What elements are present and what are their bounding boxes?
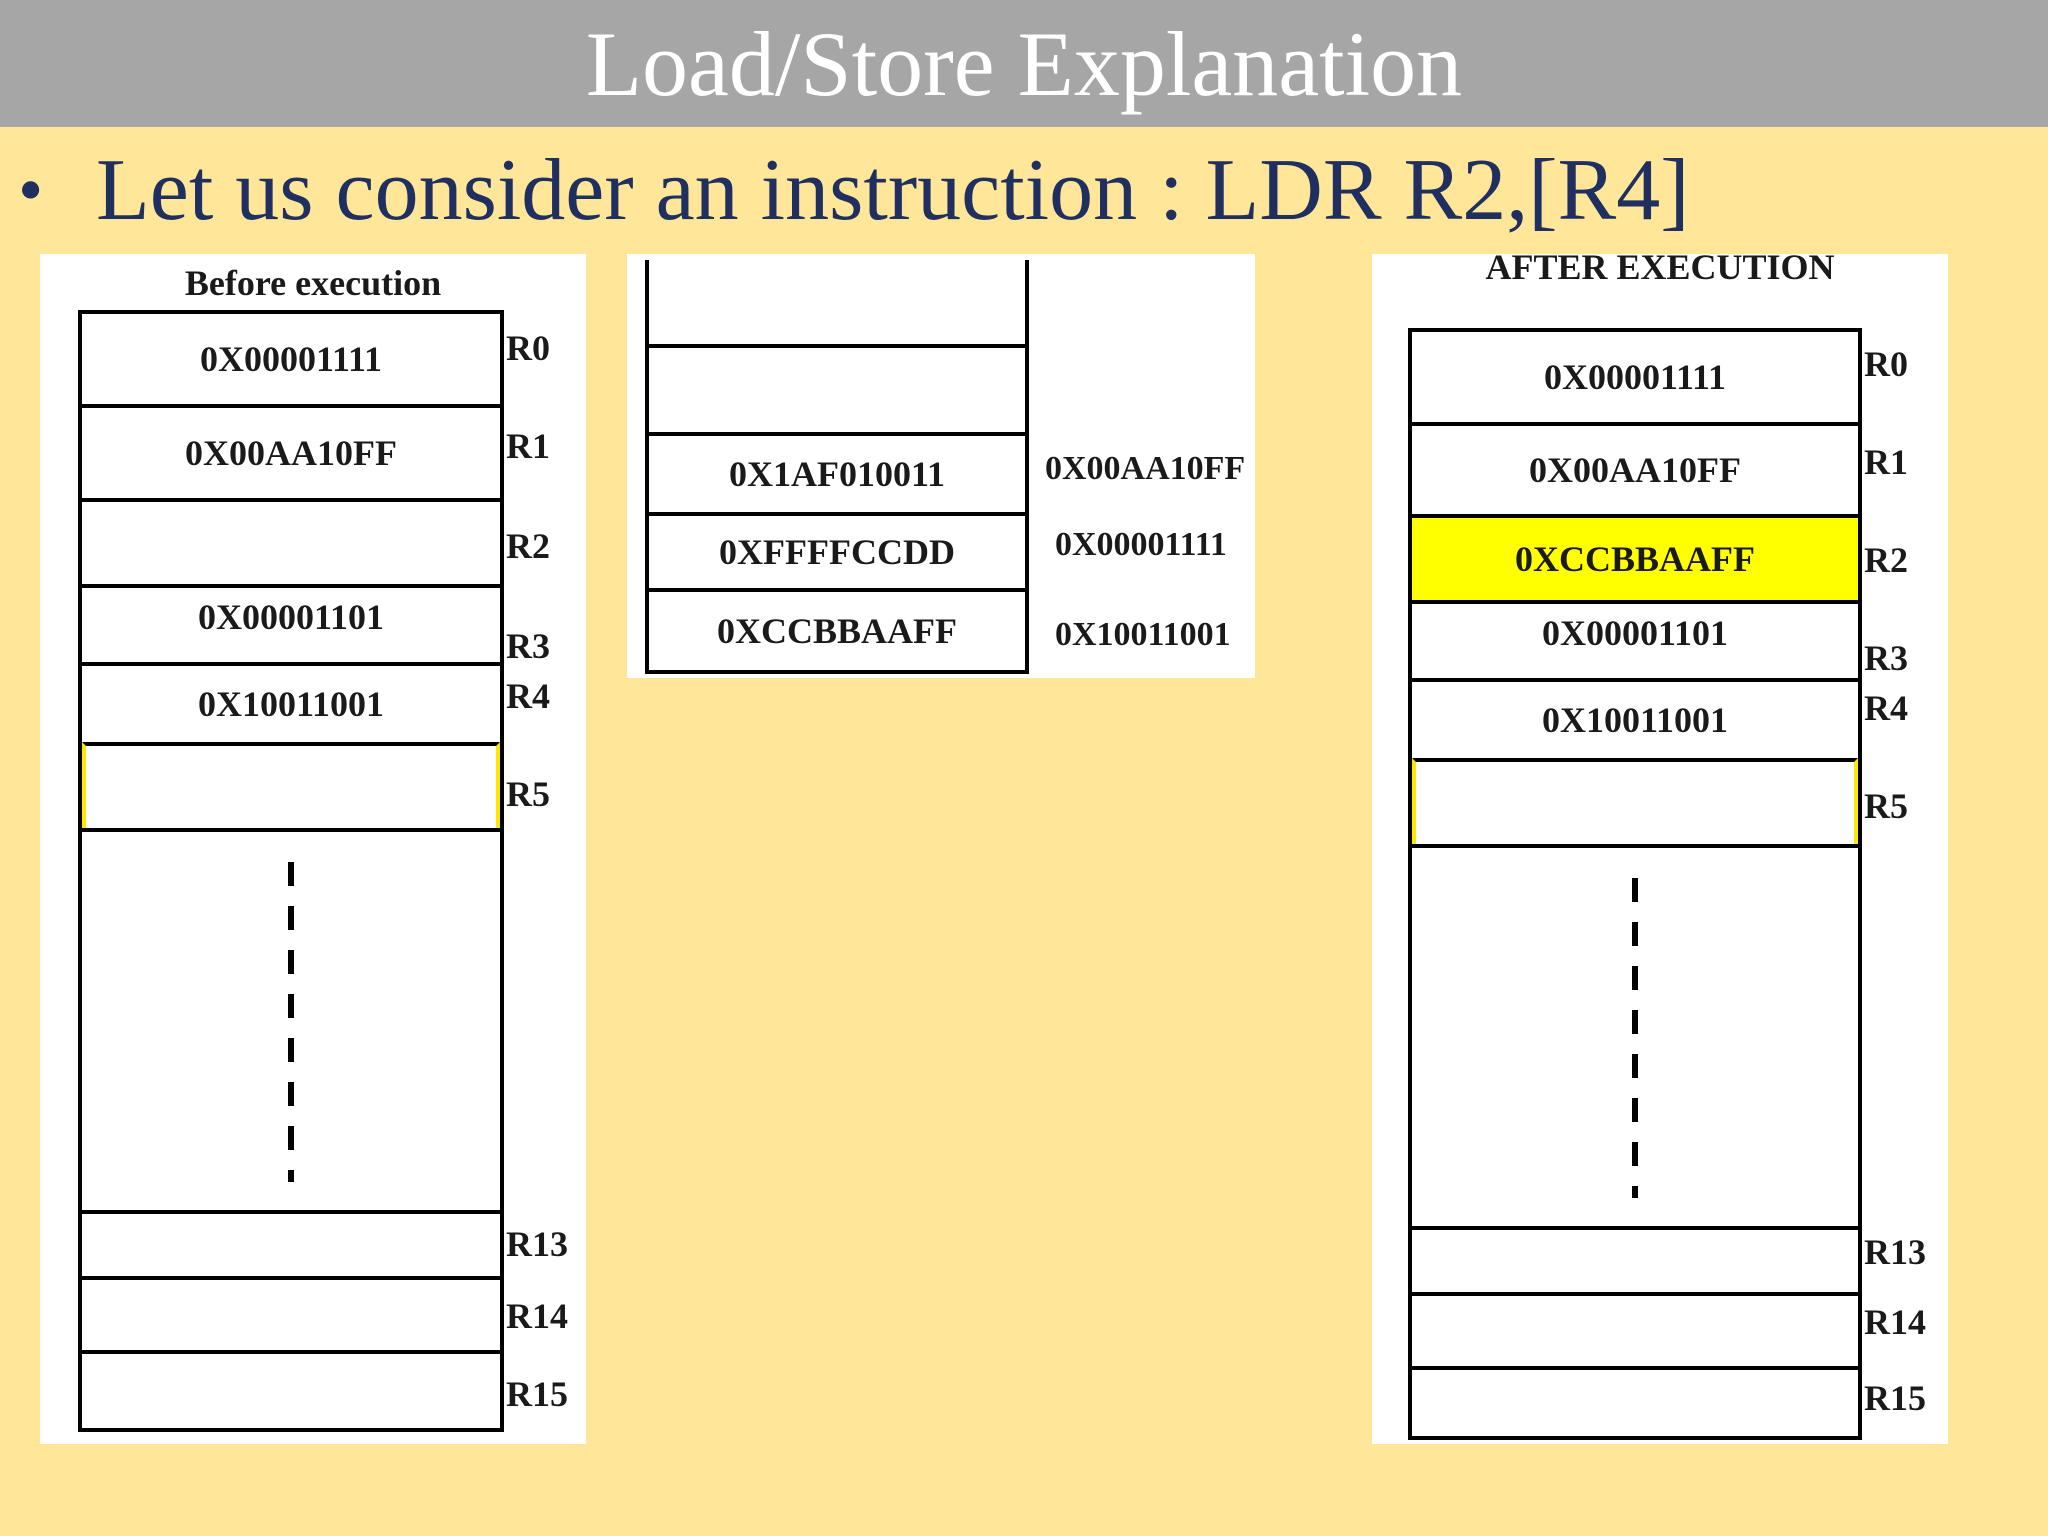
before-panel [40,254,586,1444]
memory-cell-empty-2 [649,344,1025,432]
memory-cell-empty-1 [649,260,1025,344]
before-register-file [78,310,504,1432]
before-r13-cell [82,1210,500,1276]
after-r2-cell-highlighted: 0XCCBBAAFF [1412,514,1858,600]
after-r3-cell: 0X00001101 [1412,600,1858,678]
after-label-r0: R0 [1864,344,1908,384]
bullet-line [18,140,1690,240]
after-label-r5: R5 [1864,786,1908,826]
after-panel [1372,247,1948,1444]
after-r4-cell: 0X10011001 [1412,678,1858,758]
before-label-r15: R15 [506,1374,568,1414]
ellipsis-dash-line [288,862,294,1182]
before-label-r2: R2 [506,526,550,566]
bullet-text: Let us consider an instruction : LDR R2,[R4] [96,141,1690,239]
memory-block [645,260,1029,674]
before-r0-cell: 0X00001111 [199,339,383,379]
before-r1-cell: 0X00AA10FF [82,404,500,498]
after-caption: AFTER EXECUTION [1485,247,1835,287]
after-label-r13: R13 [1864,1232,1926,1272]
before-r3-cell: 0X00001101 [82,584,500,662]
memory-cell-3: 0XCCBBAAFF [649,588,1025,670]
before-r4-cell: 0X10011001 [82,662,500,742]
before-label-r3: R3 [506,626,550,666]
before-label-r13: R13 [506,1224,568,1264]
after-r15-cell [1412,1366,1858,1436]
before-gap-region [82,828,500,1210]
before-label-r14: R14 [506,1296,568,1336]
before-label-r5: R5 [506,774,550,814]
before-label-r4: R4 [506,676,550,716]
after-r5-cell [1412,758,1858,844]
before-label-r0: R0 [506,328,550,368]
after-label-r4: R4 [1864,688,1908,728]
before-r2-cell [82,498,500,584]
after-label-r2: R2 [1864,540,1908,580]
memory-address-1: 0X00AA10FF [1045,450,1246,487]
memory-panel [627,254,1255,678]
after-gap-region [1412,844,1858,1226]
after-register-file [1408,328,1862,1440]
before-r5-cell [82,742,500,828]
before-label-r1: R1 [506,426,550,466]
memory-cell-2: 0XFFFFCCDD [649,512,1025,588]
after-label-r1: R1 [1864,442,1908,482]
after-r1-cell: 0X00AA10FF [1412,422,1858,514]
slide-title: Load/Store Explanation [585,12,1463,115]
after-label-r3: R3 [1864,638,1908,678]
memory-address-3: 0X10011001 [1055,616,1231,653]
memory-address-2: 0X00001111 [1055,526,1227,563]
after-label-r14: R14 [1864,1302,1926,1342]
before-caption: Before execution [184,263,442,303]
title-bar [0,0,2048,127]
memory-cell-1: 0X1AF010011 [649,432,1025,512]
after-r13-cell [1412,1226,1858,1292]
after-r0-cell: 0X00001111 [1543,357,1727,397]
before-r14-cell [82,1276,500,1350]
before-r15-cell [82,1350,500,1428]
after-label-r15: R15 [1864,1378,1926,1418]
bullet-icon: • [18,149,44,230]
after-r14-cell [1412,1292,1858,1366]
ellipsis-dash-line [1632,878,1638,1198]
